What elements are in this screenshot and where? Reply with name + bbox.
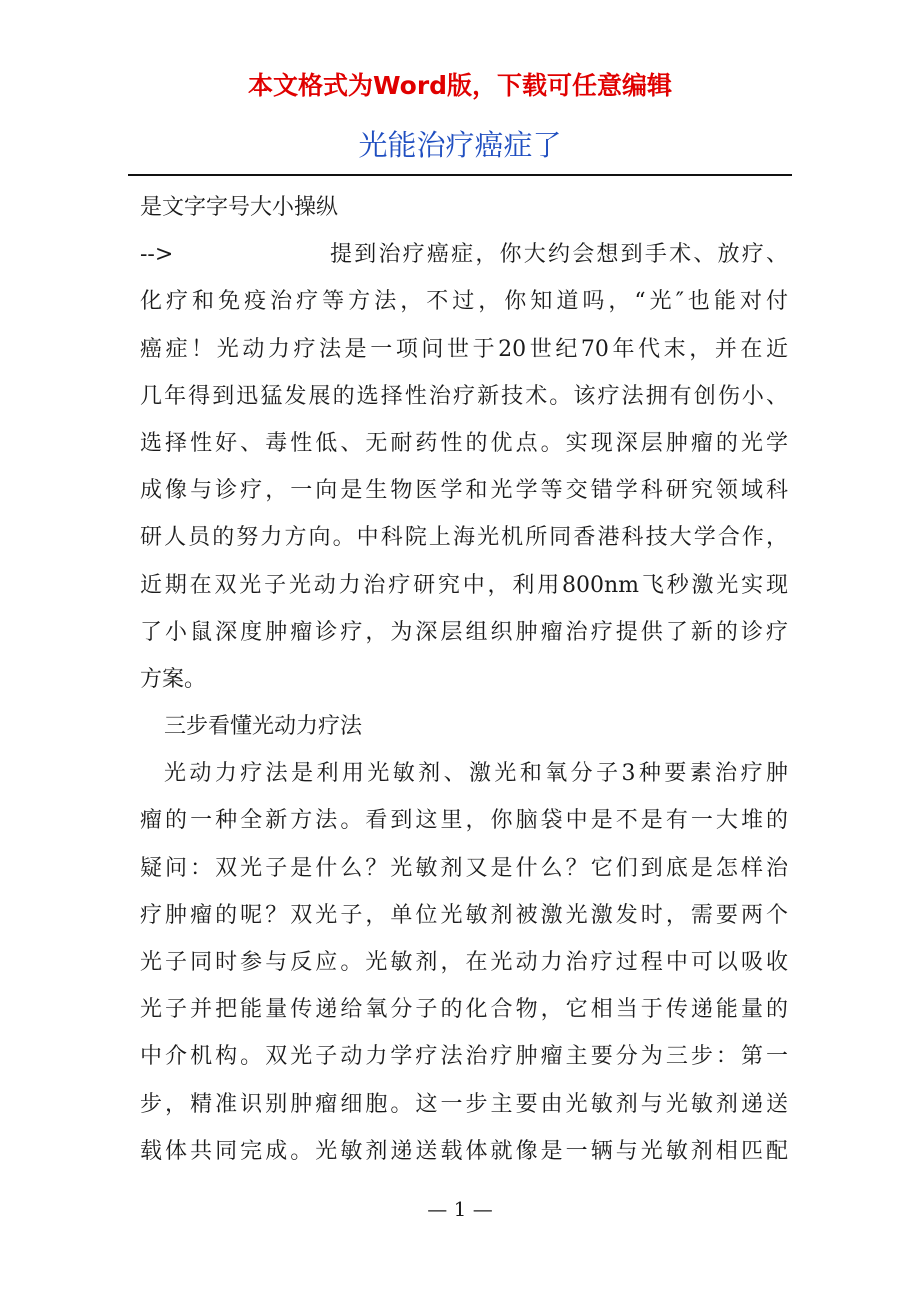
paragraph-line: 近期在双光子光动力治疗研究中，利用800nm飞秒激光实现 xyxy=(140,572,788,598)
paragraph-line: 了小鼠深度肿瘤诊疗，为深层组织肿瘤治疗提供了新的诊疗 xyxy=(140,619,788,645)
paragraph-line: 研人员的努力方向。中科院上海光机所同香港科技大学合作， xyxy=(140,525,788,551)
paragraph-line: 成像与诊疗，一向是生物医学和光学等交错学科研究领域科 xyxy=(140,478,788,504)
paragraph-line: 光子同时参与反应。光敏剂，在光动力治疗过程中可以吸收 xyxy=(140,950,788,975)
paragraph-line: 光动力疗法是利用光敏剂、激光和氧分子3种要素治疗肿 xyxy=(164,761,788,787)
paragraph-line: 光子并把能量传递给氧分子的化合物，它相当于传递能量的 xyxy=(140,997,788,1023)
arrow-marker: --> xyxy=(140,242,174,268)
section-heading: 三步看懂光动力疗法 xyxy=(164,714,363,740)
paragraph-line: 载体共同完成。光敏剂递送载体就像是一辆与光敏剂相匹配 xyxy=(140,1138,788,1164)
paragraph-line: 瘤的一种全新方法。看到这里，你脑袋中是不是有一大堆的 xyxy=(140,808,788,834)
paragraph-line: 几年得到迅猛发展的选择性治疗新技术。该疗法拥有创伤小、 xyxy=(140,383,788,409)
paragraph-line: 选择性好、毒性低、无耐药性的优点。实现深层肿瘤的光学 xyxy=(140,430,788,456)
document-title: 光能治疗癌症了 xyxy=(358,128,562,162)
meta-line: 是文字字号大小操纵 xyxy=(140,195,339,220)
format-notice: 本文格式为Word版，下载可任意编辑 xyxy=(247,71,673,100)
paragraph-line: 癌症！光动力疗法是一项问世于20世纪70年代末，并在近 xyxy=(140,336,788,362)
paragraph-line xyxy=(140,231,788,278)
paragraph-line: 步，精准识别肿瘤细胞。这一步主要由光敏剂与光敏剂递送 xyxy=(140,1091,788,1117)
paragraph-line: 化疗和免疫治疗等方法，不过，你知道吗，“光″也能对付 xyxy=(140,289,788,315)
paragraph-line: 疑问：双光子是什么？光敏剂又是什么？它们到底是怎样治 xyxy=(140,855,788,881)
article-body xyxy=(140,184,788,1175)
page-number: — 1 — xyxy=(427,1197,493,1221)
paragraph-line-text: 提到治疗癌症，你大约会想到手术、放疗、 xyxy=(330,242,788,268)
paragraph-line: 方案。 xyxy=(140,666,207,692)
paragraph-line: 疗肿瘤的呢？双光子，单位光敏剂被激光激发时，需要两个 xyxy=(140,902,788,928)
paragraph-line: 中介机构。双光子动力学疗法治疗肿瘤主要分为三步：第一 xyxy=(140,1044,788,1070)
title-divider xyxy=(128,174,792,176)
